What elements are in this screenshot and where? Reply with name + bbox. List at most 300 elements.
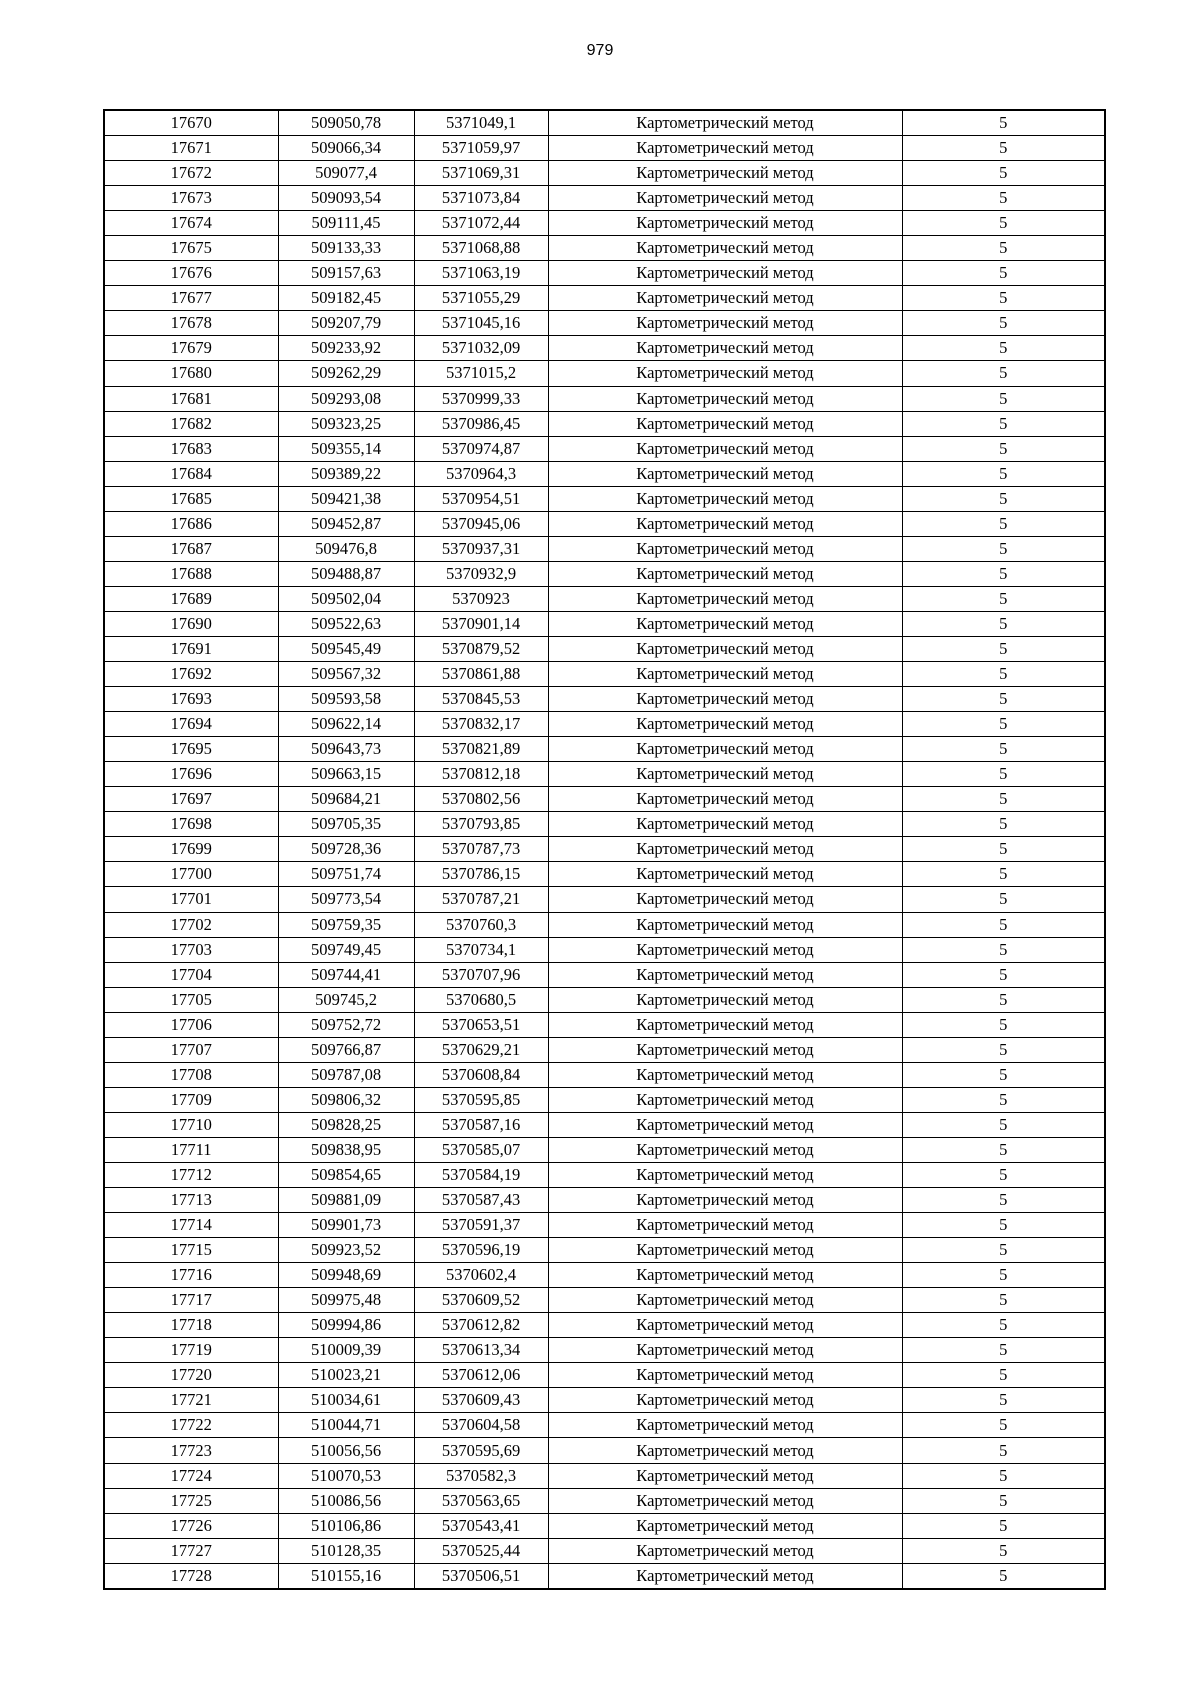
point-number-cell: 17673 [104,186,278,211]
table-row [104,1012,1105,1037]
x-coordinate-cell: 509773,54 [278,887,414,912]
accuracy-cell: 5 [902,812,1105,837]
y-coordinate-cell: 5370932,9 [414,561,548,586]
y-coordinate-cell: 5370587,16 [414,1112,548,1137]
x-coordinate-cell: 509643,73 [278,737,414,762]
table-row [104,1338,1105,1363]
table-row [104,1563,1105,1589]
accuracy-cell: 5 [902,1288,1105,1313]
accuracy-cell: 5 [902,511,1105,536]
accuracy-cell: 5 [902,436,1105,461]
point-number-cell: 17713 [104,1188,278,1213]
point-number-cell: 17725 [104,1488,278,1513]
x-coordinate-cell: 510034,61 [278,1388,414,1413]
y-coordinate-cell: 5370937,31 [414,536,548,561]
x-coordinate-cell: 509567,32 [278,662,414,687]
point-number-cell: 17693 [104,687,278,712]
x-coordinate-cell: 509838,95 [278,1137,414,1162]
method-cell: Картометрический метод [548,1338,902,1363]
x-coordinate-cell: 509751,74 [278,862,414,887]
method-cell: Картометрический метод [548,662,902,687]
table-row [104,962,1105,987]
accuracy-cell: 5 [902,236,1105,261]
accuracy-cell: 5 [902,1513,1105,1538]
method-cell: Картометрический метод [548,611,902,636]
method-cell: Картометрический метод [548,1563,902,1589]
point-number-cell: 17706 [104,1012,278,1037]
point-number-cell: 17680 [104,361,278,386]
accuracy-cell: 5 [902,286,1105,311]
method-cell: Картометрический метод [548,1438,902,1463]
y-coordinate-cell: 5371069,31 [414,161,548,186]
accuracy-cell: 5 [902,1087,1105,1112]
method-cell: Картометрический метод [548,1062,902,1087]
accuracy-cell: 5 [902,1338,1105,1363]
accuracy-cell: 5 [902,1112,1105,1137]
table-row [104,511,1105,536]
table-row [104,1162,1105,1187]
method-cell: Картометрический метод [548,286,902,311]
x-coordinate-cell: 509182,45 [278,286,414,311]
accuracy-cell: 5 [902,1388,1105,1413]
table-row [104,536,1105,561]
accuracy-cell: 5 [902,887,1105,912]
method-cell: Картометрический метод [548,762,902,787]
point-number-cell: 17721 [104,1388,278,1413]
x-coordinate-cell: 509828,25 [278,1112,414,1137]
table-row [104,486,1105,511]
y-coordinate-cell: 5370613,34 [414,1338,548,1363]
y-coordinate-cell: 5370525,44 [414,1538,548,1563]
x-coordinate-cell: 510044,71 [278,1413,414,1438]
point-number-cell: 17697 [104,787,278,812]
point-number-cell: 17677 [104,286,278,311]
y-coordinate-cell: 5370901,14 [414,611,548,636]
table-row [104,1188,1105,1213]
y-coordinate-cell: 5370787,73 [414,837,548,862]
point-number-cell: 17724 [104,1463,278,1488]
y-coordinate-cell: 5371063,19 [414,261,548,286]
point-number-cell: 17726 [104,1513,278,1538]
point-number-cell: 17723 [104,1438,278,1463]
method-cell: Картометрический метод [548,261,902,286]
x-coordinate-cell: 509421,38 [278,486,414,511]
point-number-cell: 17690 [104,611,278,636]
method-cell: Картометрический метод [548,1513,902,1538]
table-row [104,1413,1105,1438]
x-coordinate-cell: 509545,49 [278,636,414,661]
x-coordinate-cell: 509389,22 [278,461,414,486]
table-row [104,461,1105,486]
accuracy-cell: 5 [902,1213,1105,1238]
y-coordinate-cell: 5370734,1 [414,937,548,962]
y-coordinate-cell: 5371049,1 [414,110,548,136]
y-coordinate-cell: 5371068,88 [414,236,548,261]
table-row [104,336,1105,361]
accuracy-cell: 5 [902,586,1105,611]
accuracy-cell: 5 [902,787,1105,812]
y-coordinate-cell: 5370609,52 [414,1288,548,1313]
method-cell: Картометрический метод [548,1087,902,1112]
x-coordinate-cell: 509476,8 [278,536,414,561]
y-coordinate-cell: 5370802,56 [414,787,548,812]
y-coordinate-cell: 5371072,44 [414,211,548,236]
method-cell: Картометрический метод [548,1313,902,1338]
y-coordinate-cell: 5370974,87 [414,436,548,461]
accuracy-cell: 5 [902,186,1105,211]
x-coordinate-cell: 509994,86 [278,1313,414,1338]
x-coordinate-cell: 509975,48 [278,1288,414,1313]
method-cell: Картометрический метод [548,1363,902,1388]
method-cell: Картометрический метод [548,1213,902,1238]
y-coordinate-cell: 5370986,45 [414,411,548,436]
table-row [104,136,1105,161]
table-row [104,1137,1105,1162]
method-cell: Картометрический метод [548,1188,902,1213]
table-row [104,1488,1105,1513]
x-coordinate-cell: 509262,29 [278,361,414,386]
accuracy-cell: 5 [902,737,1105,762]
x-coordinate-cell: 509355,14 [278,436,414,461]
table-row [104,561,1105,586]
method-cell: Картометрический метод [548,536,902,561]
accuracy-cell: 5 [902,1012,1105,1037]
method-cell: Картометрический метод [548,862,902,887]
y-coordinate-cell: 5370612,06 [414,1363,548,1388]
x-coordinate-cell: 509752,72 [278,1012,414,1037]
accuracy-cell: 5 [902,461,1105,486]
x-coordinate-cell: 510056,56 [278,1438,414,1463]
accuracy-cell: 5 [902,1463,1105,1488]
table-row [104,837,1105,862]
accuracy-cell: 5 [902,837,1105,862]
method-cell: Картометрический метод [548,636,902,661]
method-cell: Картометрический метод [548,787,902,812]
point-number-cell: 17711 [104,1137,278,1162]
y-coordinate-cell: 5371059,97 [414,136,548,161]
point-number-cell: 17710 [104,1112,278,1137]
table-row [104,186,1105,211]
accuracy-cell: 5 [902,962,1105,987]
method-cell: Картометрический метод [548,1137,902,1162]
table-row [104,1263,1105,1288]
method-cell: Картометрический метод [548,1012,902,1037]
method-cell: Картометрический метод [548,186,902,211]
table-row [104,762,1105,787]
method-cell: Картометрический метод [548,1488,902,1513]
x-coordinate-cell: 509787,08 [278,1062,414,1087]
x-coordinate-cell: 509749,45 [278,937,414,962]
point-number-cell: 17670 [104,110,278,136]
point-number-cell: 17694 [104,712,278,737]
method-cell: Картометрический метод [548,461,902,486]
table-row [104,386,1105,411]
table-row [104,1037,1105,1062]
point-number-cell: 17708 [104,1062,278,1087]
accuracy-cell: 5 [902,1263,1105,1288]
accuracy-cell: 5 [902,161,1105,186]
method-cell: Картометрический метод [548,937,902,962]
accuracy-cell: 5 [902,1188,1105,1213]
point-number-cell: 17707 [104,1037,278,1062]
accuracy-cell: 5 [902,1037,1105,1062]
point-number-cell: 17727 [104,1538,278,1563]
point-number-cell: 17702 [104,912,278,937]
method-cell: Картометрический метод [548,687,902,712]
accuracy-cell: 5 [902,486,1105,511]
accuracy-cell: 5 [902,762,1105,787]
table-row [104,1538,1105,1563]
y-coordinate-cell: 5370787,21 [414,887,548,912]
accuracy-cell: 5 [902,1363,1105,1388]
point-number-cell: 17687 [104,536,278,561]
table-row [104,1513,1105,1538]
table-row [104,1238,1105,1263]
table-row [104,912,1105,937]
y-coordinate-cell: 5370608,84 [414,1062,548,1087]
x-coordinate-cell: 509093,54 [278,186,414,211]
y-coordinate-cell: 5370595,69 [414,1438,548,1463]
point-number-cell: 17703 [104,937,278,962]
y-coordinate-cell: 5370602,4 [414,1263,548,1288]
method-cell: Картометрический метод [548,987,902,1012]
point-number-cell: 17689 [104,586,278,611]
y-coordinate-cell: 5370629,21 [414,1037,548,1062]
table-row [104,737,1105,762]
point-number-cell: 17698 [104,812,278,837]
point-number-cell: 17719 [104,1338,278,1363]
y-coordinate-cell: 5370612,82 [414,1313,548,1338]
x-coordinate-cell: 509133,33 [278,236,414,261]
method-cell: Картометрический метод [548,1413,902,1438]
point-number-cell: 17686 [104,511,278,536]
accuracy-cell: 5 [902,211,1105,236]
x-coordinate-cell: 509759,35 [278,912,414,937]
accuracy-cell: 5 [902,1062,1105,1087]
y-coordinate-cell: 5370609,43 [414,1388,548,1413]
y-coordinate-cell: 5370964,3 [414,461,548,486]
table-row [104,687,1105,712]
accuracy-cell: 5 [902,1162,1105,1187]
point-number-cell: 17685 [104,486,278,511]
accuracy-cell: 5 [902,311,1105,336]
point-number-cell: 17700 [104,862,278,887]
y-coordinate-cell: 5370954,51 [414,486,548,511]
x-coordinate-cell: 509452,87 [278,511,414,536]
method-cell: Картометрический метод [548,110,902,136]
table-row [104,812,1105,837]
point-number-cell: 17678 [104,311,278,336]
point-number-cell: 17695 [104,737,278,762]
table-row [104,1363,1105,1388]
point-number-cell: 17692 [104,662,278,687]
method-cell: Картометрический метод [548,812,902,837]
method-cell: Картометрический метод [548,336,902,361]
point-number-cell: 17714 [104,1213,278,1238]
y-coordinate-cell: 5370999,33 [414,386,548,411]
y-coordinate-cell: 5370845,53 [414,687,548,712]
accuracy-cell: 5 [902,110,1105,136]
method-cell: Картометрический метод [548,1288,902,1313]
y-coordinate-cell: 5370793,85 [414,812,548,837]
x-coordinate-cell: 509948,69 [278,1263,414,1288]
table-row [104,161,1105,186]
method-cell: Картометрический метод [548,161,902,186]
accuracy-cell: 5 [902,561,1105,586]
x-coordinate-cell: 509622,14 [278,712,414,737]
point-number-cell: 17679 [104,336,278,361]
table-row [104,211,1105,236]
y-coordinate-cell: 5370584,19 [414,1162,548,1187]
method-cell: Картометрический метод [548,1112,902,1137]
x-coordinate-cell: 509323,25 [278,411,414,436]
method-cell: Картометрический метод [548,837,902,862]
accuracy-cell: 5 [902,361,1105,386]
point-number-cell: 17728 [104,1563,278,1589]
x-coordinate-cell: 510128,35 [278,1538,414,1563]
y-coordinate-cell: 5370760,3 [414,912,548,937]
table-row [104,636,1105,661]
x-coordinate-cell: 509066,34 [278,136,414,161]
method-cell: Картометрический метод [548,1388,902,1413]
method-cell: Картометрический метод [548,561,902,586]
accuracy-cell: 5 [902,411,1105,436]
point-number-cell: 17676 [104,261,278,286]
accuracy-cell: 5 [902,687,1105,712]
y-coordinate-cell: 5370707,96 [414,962,548,987]
point-number-cell: 17699 [104,837,278,862]
x-coordinate-cell: 510155,16 [278,1563,414,1589]
y-coordinate-cell: 5370879,52 [414,636,548,661]
y-coordinate-cell: 5370543,41 [414,1513,548,1538]
x-coordinate-cell: 509684,21 [278,787,414,812]
point-number-cell: 17715 [104,1238,278,1263]
point-number-cell: 17720 [104,1363,278,1388]
x-coordinate-cell: 509522,63 [278,611,414,636]
y-coordinate-cell: 5370595,85 [414,1087,548,1112]
table-row [104,887,1105,912]
accuracy-cell: 5 [902,261,1105,286]
y-coordinate-cell: 5370596,19 [414,1238,548,1263]
x-coordinate-cell: 509111,45 [278,211,414,236]
accuracy-cell: 5 [902,136,1105,161]
y-coordinate-cell: 5371045,16 [414,311,548,336]
point-number-cell: 17704 [104,962,278,987]
y-coordinate-cell: 5370582,3 [414,1463,548,1488]
accuracy-cell: 5 [902,662,1105,687]
y-coordinate-cell: 5371015,2 [414,361,548,386]
x-coordinate-cell: 509233,92 [278,336,414,361]
table-row [104,436,1105,461]
table-row [104,311,1105,336]
x-coordinate-cell: 509901,73 [278,1213,414,1238]
method-cell: Картометрический метод [548,486,902,511]
table-row [104,411,1105,436]
accuracy-cell: 5 [902,636,1105,661]
y-coordinate-cell: 5371032,09 [414,336,548,361]
x-coordinate-cell: 509728,36 [278,837,414,862]
table-row [104,787,1105,812]
accuracy-cell: 5 [902,862,1105,887]
x-coordinate-cell: 510023,21 [278,1363,414,1388]
point-number-cell: 17675 [104,236,278,261]
y-coordinate-cell: 5371055,29 [414,286,548,311]
method-cell: Картометрический метод [548,211,902,236]
method-cell: Картометрический метод [548,712,902,737]
point-number-cell: 17718 [104,1313,278,1338]
y-coordinate-cell: 5371073,84 [414,186,548,211]
method-cell: Картометрический метод [548,236,902,261]
method-cell: Картометрический метод [548,1037,902,1062]
x-coordinate-cell: 509854,65 [278,1162,414,1187]
y-coordinate-cell: 5370812,18 [414,762,548,787]
y-coordinate-cell: 5370821,89 [414,737,548,762]
y-coordinate-cell: 5370587,43 [414,1188,548,1213]
point-number-cell: 17709 [104,1087,278,1112]
method-cell: Картометрический метод [548,1263,902,1288]
accuracy-cell: 5 [902,712,1105,737]
x-coordinate-cell: 509766,87 [278,1037,414,1062]
accuracy-cell: 5 [902,536,1105,561]
accuracy-cell: 5 [902,912,1105,937]
y-coordinate-cell: 5370861,88 [414,662,548,687]
x-coordinate-cell: 509923,52 [278,1238,414,1263]
x-coordinate-cell: 509293,08 [278,386,414,411]
x-coordinate-cell: 509663,15 [278,762,414,787]
y-coordinate-cell: 5370923 [414,586,548,611]
table-row [104,361,1105,386]
point-number-cell: 17701 [104,887,278,912]
method-cell: Картометрический метод [548,361,902,386]
x-coordinate-cell: 509207,79 [278,311,414,336]
x-coordinate-cell: 509050,78 [278,110,414,136]
table-row [104,987,1105,1012]
point-number-cell: 17681 [104,386,278,411]
accuracy-cell: 5 [902,611,1105,636]
method-cell: Картометрический метод [548,311,902,336]
method-cell: Картометрический метод [548,1538,902,1563]
table-row [104,1463,1105,1488]
y-coordinate-cell: 5370585,07 [414,1137,548,1162]
method-cell: Картометрический метод [548,737,902,762]
point-number-cell: 17688 [104,561,278,586]
accuracy-cell: 5 [902,1313,1105,1338]
point-number-cell: 17712 [104,1162,278,1187]
accuracy-cell: 5 [902,1438,1105,1463]
table-row [104,937,1105,962]
table-row [104,862,1105,887]
accuracy-cell: 5 [902,1413,1105,1438]
x-coordinate-cell: 509806,32 [278,1087,414,1112]
point-number-cell: 17674 [104,211,278,236]
y-coordinate-cell: 5370945,06 [414,511,548,536]
y-coordinate-cell: 5370786,15 [414,862,548,887]
method-cell: Картометрический метод [548,962,902,987]
coordinates-table-body [104,110,1105,1589]
accuracy-cell: 5 [902,987,1105,1012]
table-row [104,586,1105,611]
point-number-cell: 17691 [104,636,278,661]
coordinates-table [103,109,1106,1590]
accuracy-cell: 5 [902,937,1105,962]
accuracy-cell: 5 [902,1238,1105,1263]
method-cell: Картометрический метод [548,586,902,611]
table-row [104,261,1105,286]
point-number-cell: 17722 [104,1413,278,1438]
accuracy-cell: 5 [902,1488,1105,1513]
point-number-cell: 17683 [104,436,278,461]
accuracy-cell: 5 [902,1538,1105,1563]
